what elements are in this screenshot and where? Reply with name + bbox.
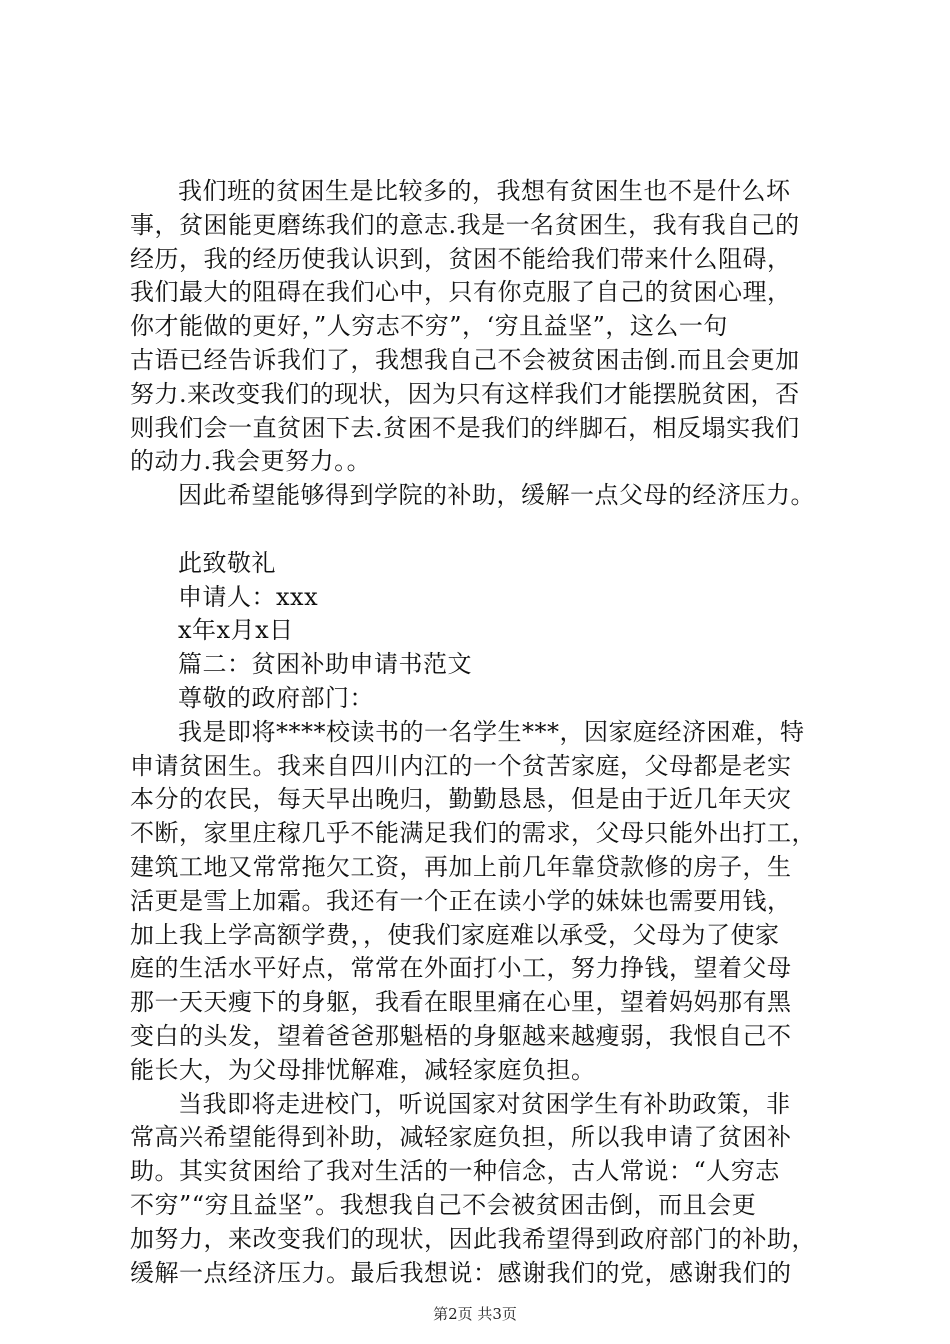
text-line: 建筑工地又常常拖欠工资，再加上前几年靠贷款修的房子，生 (130, 852, 792, 881)
text-line: 活更是雪上加霜。我还有一个正在读小学的妹妹也需要用钱， (130, 886, 792, 915)
text-line: 庭的生活水平好点，常常在外面打小工，努力挣钱，望着父母 (130, 954, 792, 983)
text-line: 变白的头发，望着爸爸那魁梧的身躯越来越瘦弱，我恨自己不 (130, 1021, 792, 1050)
text-line: 因此希望能够得到学院的补助，缓解一点父母的经济压力。 (178, 481, 815, 510)
blank-line (130, 513, 850, 547)
text-line: 古语已经告诉我们了，我想我自己不会被贫困击倒.而且会更加 (130, 345, 800, 374)
text-line: 不穷”“穷且益坚”。我想我自己不会被贫困击倒，而且会更 (130, 1190, 757, 1219)
text-line: 能长大，为父母排忧解难，减轻家庭负担。 (130, 1055, 596, 1084)
text-line: 我们班的贫困生是比较多的，我想有贫困生也不是什么坏 (178, 177, 791, 205)
text-line: 本分的农民，每天早出晚归，勤勤恳恳，但是由于近几年天灾 (130, 785, 792, 814)
text-line: 不断，家里庄稼几乎不能满足我们的需求，父母只能外出打工， (130, 819, 816, 848)
text-line: 申请贫困生。我来自四川内江的一个贫苦家庭，父母都是老实 (130, 751, 792, 780)
text-line: 的动力.我会更努力。。 (130, 447, 372, 476)
page-footer: 第2页 共3页 (433, 1305, 517, 1323)
document-body (130, 175, 850, 1290)
text-line: 我是即将****校读书的一名学生***，因家庭经济困难，特 (178, 717, 805, 746)
text-line: 则我们会一直贫困下去.贫困不是我们的绊脚石，相反塌实我们 (130, 413, 800, 442)
text-line: 篇二：贫困补助申请书范文 (178, 650, 472, 679)
text-line: 加努力，来改变我们的现状，因此我希望得到政府部门的补助， (130, 1224, 816, 1253)
text-line: 常高兴希望能得到补助，减轻家庭负担，所以我申请了贫困补 (130, 1123, 792, 1152)
text-line: 那一天天瘦下的身躯，我看在眼里痛在心里，望着妈妈那有黑 (130, 988, 792, 1017)
text-line: 我们最大的阻碍在我们心中，只有你克服了自己的贫困心理， (130, 278, 792, 307)
text-line: 加上我上学高额学费，，使我们家庭难以承受，父母为了使家 (130, 920, 780, 949)
text-line: 缓解一点经济压力。最后我想说：感谢我们的党，感谢我们的 (130, 1258, 792, 1287)
text-line: 尊敬的政府部门： (178, 683, 374, 712)
text-line: x年x月x日 (178, 616, 294, 645)
text-line: 助。其实贫困给了我对生活的一种信念，古人常说：“人穷志 (130, 1157, 780, 1186)
text-line: 努力.来改变我们的现状，因为只有这样我们才能摆脱贫困，否 (130, 379, 800, 408)
text-line: 申请人：xxx (178, 582, 319, 611)
text-line: 你才能做的更好，”人穷志不穷”，‘穷且益坚”，这么一句 (130, 312, 728, 341)
text-line: 经历，我的经历使我认识到，贫困不能给我们带来什么阻碍， (130, 244, 792, 273)
text-line: 此致敬礼 (178, 548, 276, 577)
text-line: 当我即将走进校门，听说国家对贫困学生有补助政策，非 (178, 1089, 791, 1118)
text-line: 事，贫困能更磨练我们的意志.我是一名贫困生，我有我自己的 (130, 210, 800, 239)
